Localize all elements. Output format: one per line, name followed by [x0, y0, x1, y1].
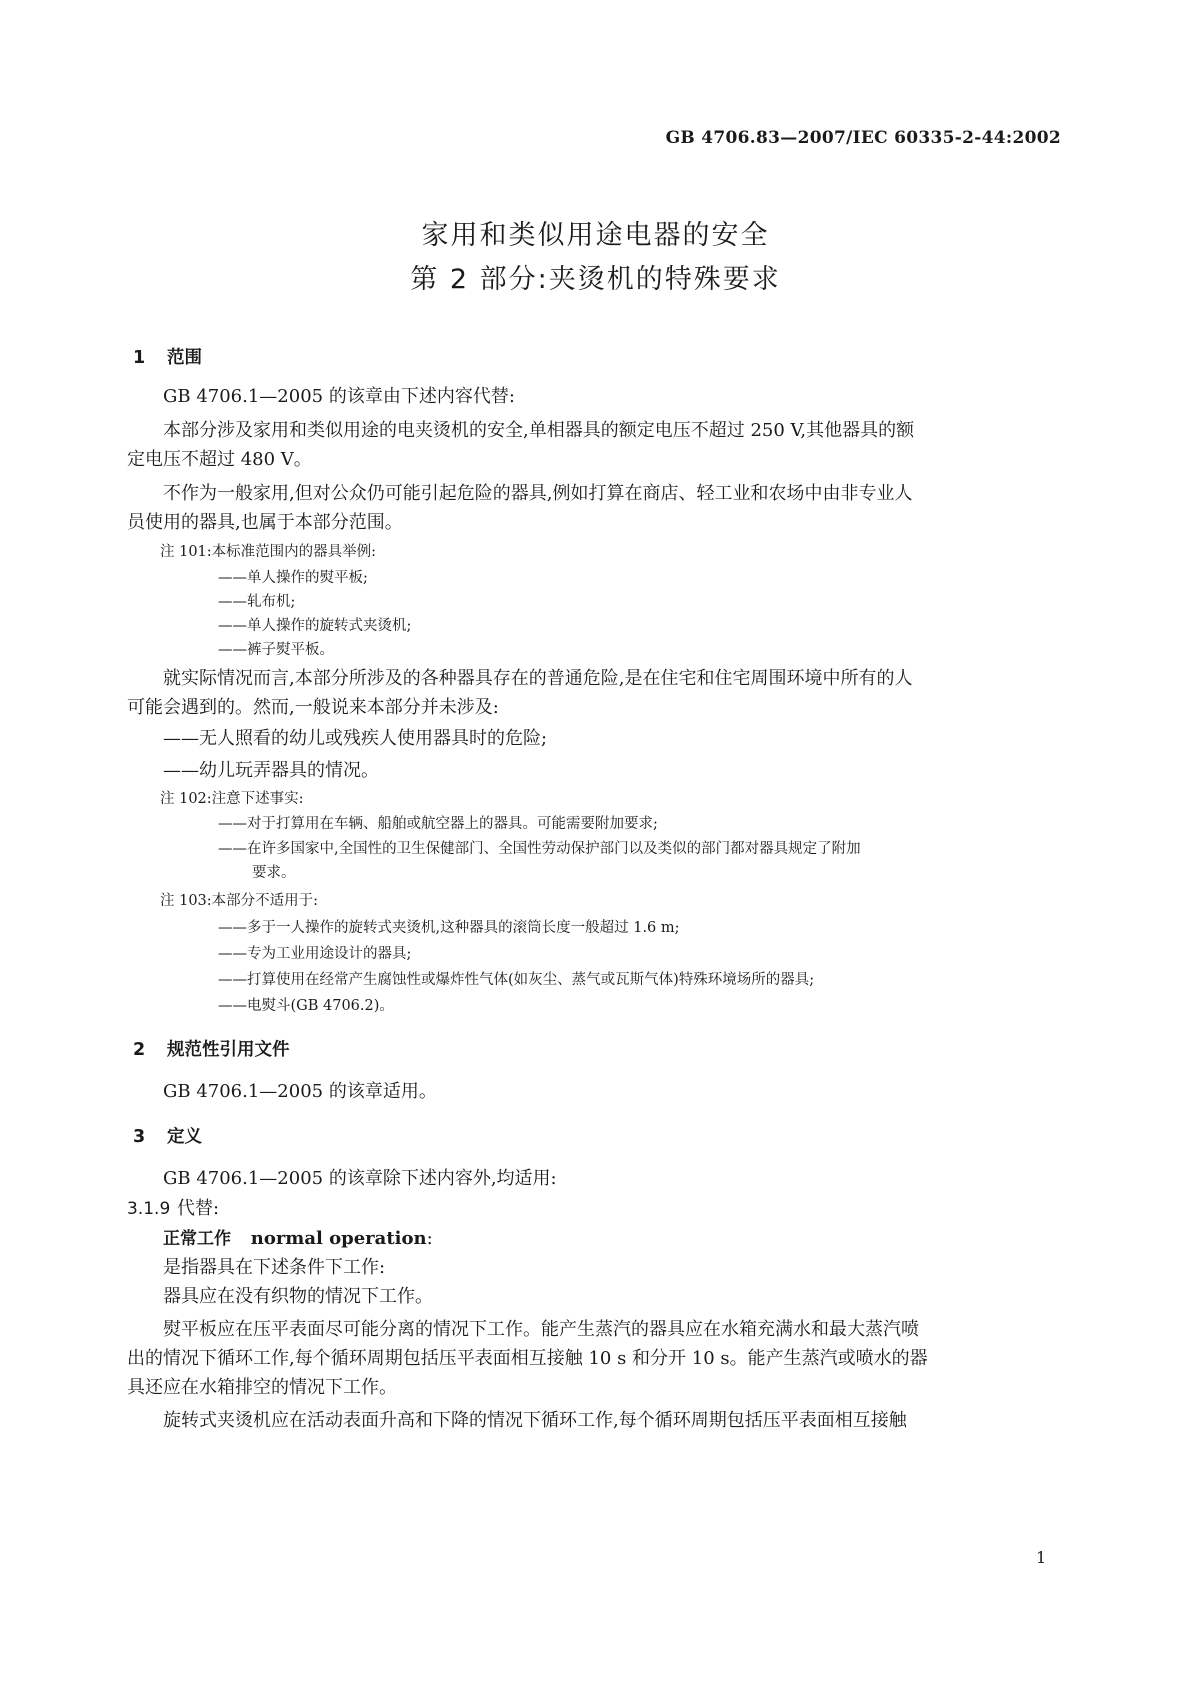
section-3-heading: [133, 1123, 202, 1148]
note-item: ——在许多国家中,全国性的卫生保健部门、全国性劳动保护部门以及类似的部门都对器具规定了附加: [218, 841, 861, 857]
section-number: 2: [133, 1040, 146, 1060]
paragraph-line: 是指器具在下述条件下工作:: [163, 1257, 386, 1278]
note-item: ——裤子熨平板。: [218, 642, 334, 658]
note-item: ——多于一人操作的旋转式夹烫机,这种器具的滚筒长度一般超过 1.6 m;: [218, 920, 680, 936]
clause-text: 代替:: [177, 1198, 220, 1219]
section-title: 范围: [167, 348, 202, 368]
standard-number: GB 4706.83—2007/IEC 60335-2-44:2002: [665, 128, 1061, 148]
note-item: ——单人操作的熨平板;: [218, 570, 368, 586]
paragraph-line: 就实际情况而言,本部分所涉及的各种器具存在的普通危险,是在住宅和住宅周围环境中所有的人: [163, 668, 913, 689]
note-item: ——轧布机;: [218, 594, 296, 610]
paragraph-line: 出的情况下循环工作,每个循环周期包括压平表面相互接触 10 s 和分开 10 s。能产生蒸汽或喷水的器: [127, 1348, 928, 1369]
paragraph: GB 4706.1—2005 的该章适用。: [163, 1081, 437, 1102]
paragraph-line: 器具应在没有织物的情况下工作。: [163, 1286, 433, 1307]
term-chinese: 正常工作: [163, 1229, 231, 1249]
clause-number: 3.1.9: [127, 1199, 171, 1219]
paragraph: GB 4706.1—2005 的该章除下述内容外,均适用:: [163, 1168, 557, 1189]
section-title: 规范性引用文件: [167, 1040, 290, 1060]
section-number: 3: [133, 1127, 146, 1147]
note-102: 注 102:注意下述事实:: [160, 791, 304, 807]
paragraph-line: 员使用的器具,也属于本部分范围。: [127, 512, 403, 533]
paragraph-line: 定电压不超过 480 V。: [127, 449, 312, 470]
term-english: normal operation: [250, 1228, 427, 1249]
note-item: ——对于打算用在车辆、船舶或航空器上的器具。可能需要附加要求;: [218, 816, 658, 832]
section-1-heading: [133, 344, 202, 369]
paragraph: GB 4706.1—2005 的该章由下述内容代替:: [163, 386, 515, 407]
note-item: ——打算使用在经常产生腐蚀性或爆炸性气体(如灰尘、蒸气或瓦斯气体)特殊环境场所的器具;: [218, 972, 815, 988]
paragraph-line: 旋转式夹烫机应在活动表面升高和下降的情况下循环工作,每个循环周期包括压平表面相互接触: [163, 1410, 907, 1431]
term-colon: :: [426, 1228, 433, 1249]
note-item: ——电熨斗(GB 4706.2)。: [218, 998, 394, 1014]
section-number: 1: [133, 348, 146, 368]
note-item: ——单人操作的旋转式夹烫机;: [218, 618, 412, 634]
section-title: 定义: [167, 1127, 202, 1147]
paragraph-line: 不作为一般家用,但对公众仍可能引起危险的器具,例如打算在商店、轻工业和农场中由非专业人: [163, 483, 913, 504]
list-item: ——无人照看的幼儿或残疾人使用器具时的危险;: [163, 728, 548, 749]
page-number: 1: [1036, 1548, 1047, 1567]
list-item: ——幼儿玩弄器具的情况。: [163, 760, 379, 781]
term-definition-heading: [163, 1224, 433, 1249]
document-title-line2: 第 2 部分:夹烫机的特殊要求: [410, 264, 781, 295]
document-title-line1: 家用和类似用途电器的安全: [421, 220, 770, 251]
note-item-continued: 要求。: [252, 865, 296, 881]
note-item: ——专为工业用途设计的器具;: [218, 946, 412, 962]
clause-3-1-9: [127, 1194, 219, 1220]
paragraph-line: 本部分涉及家用和类似用途的电夹烫机的安全,单相器具的额定电压不超过 250 V,其他器具的额: [163, 420, 915, 441]
paragraph-line: 熨平板应在压平表面尽可能分离的情况下工作。能产生蒸汽的器具应在水箱充满水和最大蒸汽喷: [163, 1319, 919, 1340]
paragraph-line: 可能会遇到的。然而,一般说来本部分并未涉及:: [127, 697, 499, 718]
note-103: 注 103:本部分不适用于:: [160, 893, 319, 909]
note-101: 注 101:本标准范围内的器具举例:: [160, 544, 377, 560]
paragraph-line: 具还应在水箱排空的情况下工作。: [127, 1377, 397, 1398]
section-2-heading: [133, 1036, 290, 1061]
